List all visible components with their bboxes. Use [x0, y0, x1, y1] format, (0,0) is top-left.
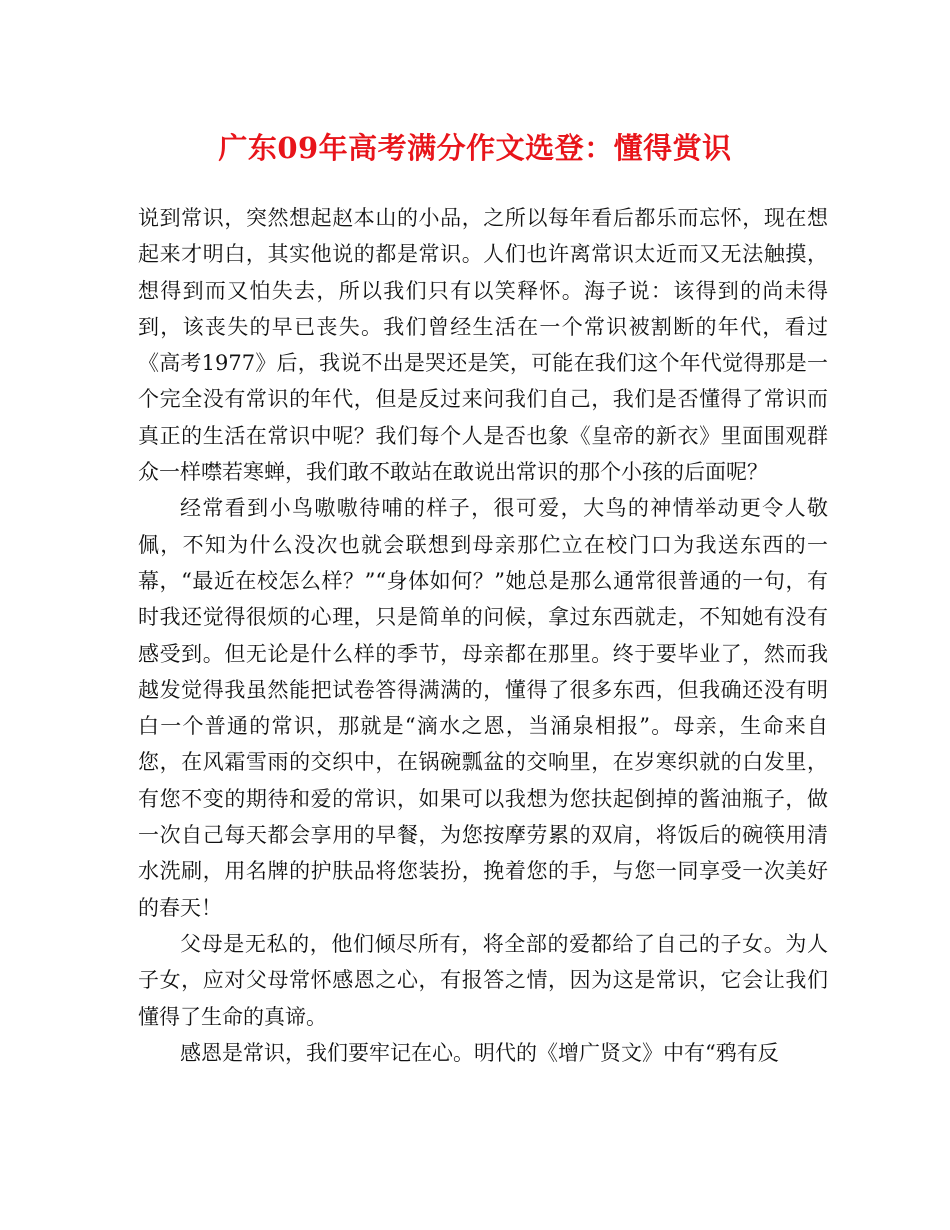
- paragraph-3: 父母是无私的，他们倾尽所有，将全部的爱都给了自己的子女。为人子女，应对父母常怀感恩之心，有报答之情，因为这是常识，它会让我们懂得了生命的真谛。: [138, 931, 828, 1029]
- paragraph-4: 感恩是常识，我们要牢记在心。明代的《增广贤文》中有“鸦有反: [180, 1040, 779, 1065]
- paragraph-1: 说到常识，突然想起赵本山的小品，之所以每年看后都乐而忘怀，现在想起来才明白，其实他说的都是常识。人们也许离常识太近而又无法触摸，想得到而又怕失去，所以我们只有以笑释怀。海子说：该得到的尚未得到，该丧失的早已丧失。我们曾经生活在一个常识被割断的年代，看过《高考1977》后，我说不出是哭还是笑，可能在我们这个年代觉得那是一个完全没有常识的年代，但是反过来问我们自己，我们是否懂得了常识而真正的生活在常识中呢？我们每个人是否也象《皇帝的新衣》里面围观群众一样噤若寒蝉，我们敢不敢站在敢说出常识的那个小孩的后面呢？: [138, 206, 828, 485]
- page-title: 广东09年高考满分作文选登：懂得赏识: [218, 131, 732, 165]
- article-body: [138, 200, 828, 1071]
- paragraph-2: 经常看到小鸟嗷嗷待哺的样子，很可爱，大鸟的神情举动更令人敬佩，不知为什么没次也就会联想到母亲那伫立在校门口为我送东西的一幕，“最近在校怎么样？”“身体如何？”她总是那么通常很普通的一句，有时我还觉得很烦的心理，只是简单的问候，拿过东西就走，不知她有没有感受到。但无论是什么样的季节，母亲都在那里。终于要毕业了，然而我越发觉得我虽然能把试卷答得满满的，懂得了很多东西，但我确还没有明白一个普通的常识，那就是“滴水之恩，当涌泉相报”。母亲，生命来自您，在风霜雪雨的交织中，在锅碗瓢盆的交响里，在岁寒织就的白发里，有您不变的期待和爱的常识，如果可以我想为您扶起倒掉的酱油瓶子，做一次自己每天都会享用的早餐，为您按摩劳累的双肩，将饭后的碗筷用清水洗刷，用名牌的护肤品将您装扮，挽着您的手，与您一同享受一次美好的春天！: [138, 496, 828, 920]
